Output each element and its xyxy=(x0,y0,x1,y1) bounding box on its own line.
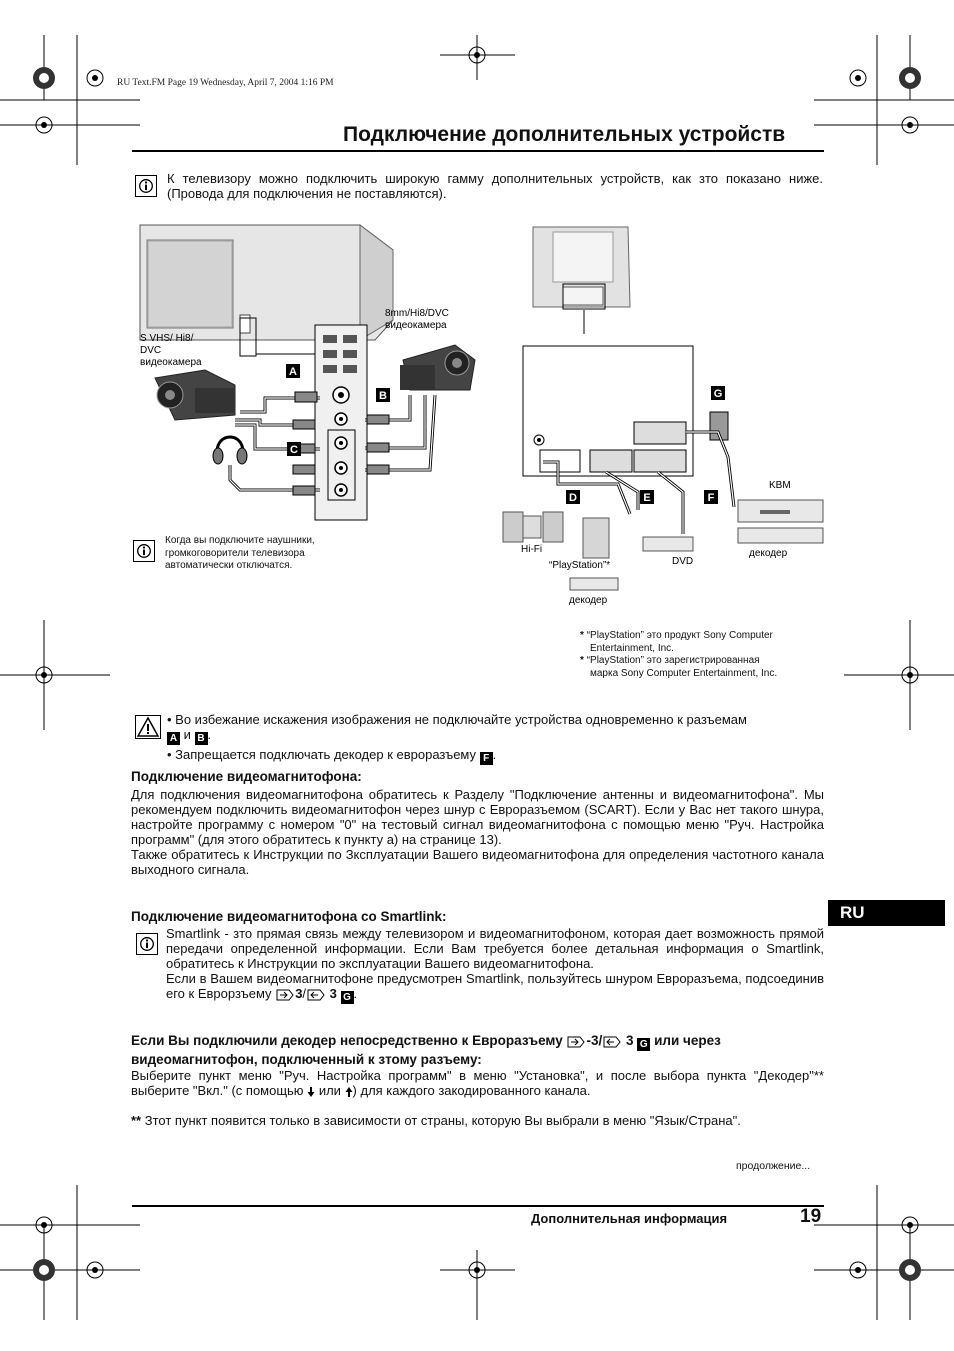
dvd-label: DVD xyxy=(672,556,694,567)
warning-text xyxy=(167,712,824,765)
tv-front-connections-diagram xyxy=(135,220,480,525)
vcr-heading: Подключение видеомагнитофона: xyxy=(131,769,362,784)
label-a-box xyxy=(286,364,300,378)
camcorder-left-label-3: видеокамера xyxy=(140,357,202,368)
tv-rear-connections-diagram xyxy=(498,222,830,617)
decoder-icon xyxy=(738,528,823,543)
camcorder-left-label-1: S VHS/ Hi8/ xyxy=(140,333,194,344)
file-info: RU Text.FM Page 19 Wednesday, April 7, 2004 1:16 PM xyxy=(117,78,334,88)
info-icon xyxy=(135,175,157,197)
decoder2-icon xyxy=(570,578,618,590)
label-b-box xyxy=(376,388,390,402)
vcr-text: Для подключения видеомагнитофона обратитесь к Разделу "Подключение антенны и видеомагнитофона". Мы рекомендуем подключить видеомагнитофон через шнур с Евроразъемом (SCART). Если у Вас нет такого шнура, настройте программу с номером "0" на тестовый сигнал видеомагнитофона с помощью меню "Руч. Настройка программ" (для этого обратитесь к пункту а) на странице 13). Также обратитесь к Инструкции по Зксплуатации Вашего видеомагнитофона для определения частотного канала выходного сигнала. xyxy=(131,787,824,877)
scart-in-icon xyxy=(275,989,295,1001)
footer-rule xyxy=(132,1205,824,1207)
arrow-down-icon xyxy=(307,1086,315,1098)
headphone-note: Когда вы подключите наушники, громкоговорители телевизора автоматически отключатся. xyxy=(165,535,315,571)
label-f-box xyxy=(704,490,718,504)
intro-text: К телевизору можно подключить широкую гамму дополнительных устройств, как зто показано ниже. (Провода для подключения не поставляются). xyxy=(167,171,823,201)
scart-out-icon xyxy=(306,989,326,1001)
title-rule xyxy=(132,150,824,152)
warning-icon xyxy=(135,715,161,744)
decoder-label: декодер xyxy=(749,548,788,559)
hifi-label: Hi-Fi xyxy=(521,544,543,555)
label-f: F xyxy=(707,492,715,504)
playstation-footnotes: * “PlayStation” это продукт Sony Computer Entertainment, Inc. * “PlayStation” это зарегистрированная марка Sony Computer Entertainment, Inc. xyxy=(580,630,825,680)
headphones-icon xyxy=(213,437,247,464)
arrow-up-icon xyxy=(345,1086,353,1098)
camcorder-left-icon xyxy=(155,370,235,420)
hifi-icon xyxy=(503,512,563,542)
camcorder-right-label-1: 8mm/Hi8/DVC xyxy=(385,308,449,319)
playstation-icon xyxy=(583,518,609,558)
warning-bullet-2: • Запрещается подключать декодер к евроразъему F . xyxy=(167,747,497,764)
decoder-heading: Если Вы подключили декодер непосредственно к Евроразъему -3/ 3 G или через видеомагнитофон, подключенный к зтому разъему: xyxy=(131,1033,721,1067)
label-a: A xyxy=(289,366,297,378)
label-g: G xyxy=(713,388,723,400)
decoder-text: Выберите пункт меню "Руч. Настройка программ" в меню "Установка", и после выбора пункта "Декодер"** выберите "Вкл." (с помощью или ) для каждого закодированного канала. xyxy=(131,1068,824,1098)
scart-out-icon xyxy=(602,1036,622,1048)
label-d: D xyxy=(569,492,577,504)
camcorder-right-icon xyxy=(400,345,475,390)
footer-section-name: Дополнительная информация xyxy=(531,1211,728,1226)
info-icon xyxy=(133,540,155,562)
tv-front-illustration xyxy=(140,225,393,340)
footnote-1: * “PlayStation” это продукт Sony Computer xyxy=(580,630,773,641)
front-connector-panel xyxy=(315,325,367,520)
playstation-label: “PlayStation”* xyxy=(549,560,611,571)
camcorder-left-label-2: DVC xyxy=(140,345,162,356)
label-e: E xyxy=(643,492,651,504)
label-e-box xyxy=(640,490,654,504)
label-g-box xyxy=(711,386,725,400)
decoder2-label: декодер xyxy=(569,595,608,606)
tv-rear-illustration xyxy=(533,227,630,307)
smartlink-text: Smartlink - зто прямая связь между телевизором и видеомагнитофоном, которая дает возможность прямой передачи определенной информации. Если Вам требуется более детальная информация о Smartlink, обратитесь к Инструкции по эксплуатации Вашего видеомагнитофона. Если в Вашем видеомагнитофоне предусмотрен Smartlink, пользуйтесь шнуром Евроразъема, подсоединив его к Еврорзъему 3/ 3 G . xyxy=(166,926,824,1003)
smartlink-heading: Подключение видеомагнитофона со Smartlink: xyxy=(131,909,447,924)
info-icon xyxy=(136,933,158,955)
page-title: Подключение дополнительных устройств xyxy=(343,123,786,146)
page-number: 19 xyxy=(800,1206,822,1227)
language-tab: RU xyxy=(828,900,945,926)
double-star-footnote: ** Зтот пункт появится только в зависимости от страны, которую Вы выбрали в меню "Язык/Страна". xyxy=(131,1113,741,1128)
footnote-2: * “PlayStation” это зарегистрированная xyxy=(580,655,760,666)
label-b: B xyxy=(379,390,387,402)
camcorder-right-label-2: видеокамера xyxy=(385,320,447,331)
scart-in-icon xyxy=(566,1036,586,1048)
vcr-label: KBM xyxy=(769,480,791,491)
dvd-icon xyxy=(643,537,693,551)
vcr-icon xyxy=(738,500,823,522)
label-c: C xyxy=(290,444,298,456)
label-c-box xyxy=(287,442,301,456)
warning-bullet-1: • Во избежание искажения изображения не подключайте устройства одновременно к разъемам A и B . xyxy=(167,712,747,744)
label-d-box xyxy=(566,490,580,504)
continued-label: продолжение... xyxy=(736,1160,811,1172)
